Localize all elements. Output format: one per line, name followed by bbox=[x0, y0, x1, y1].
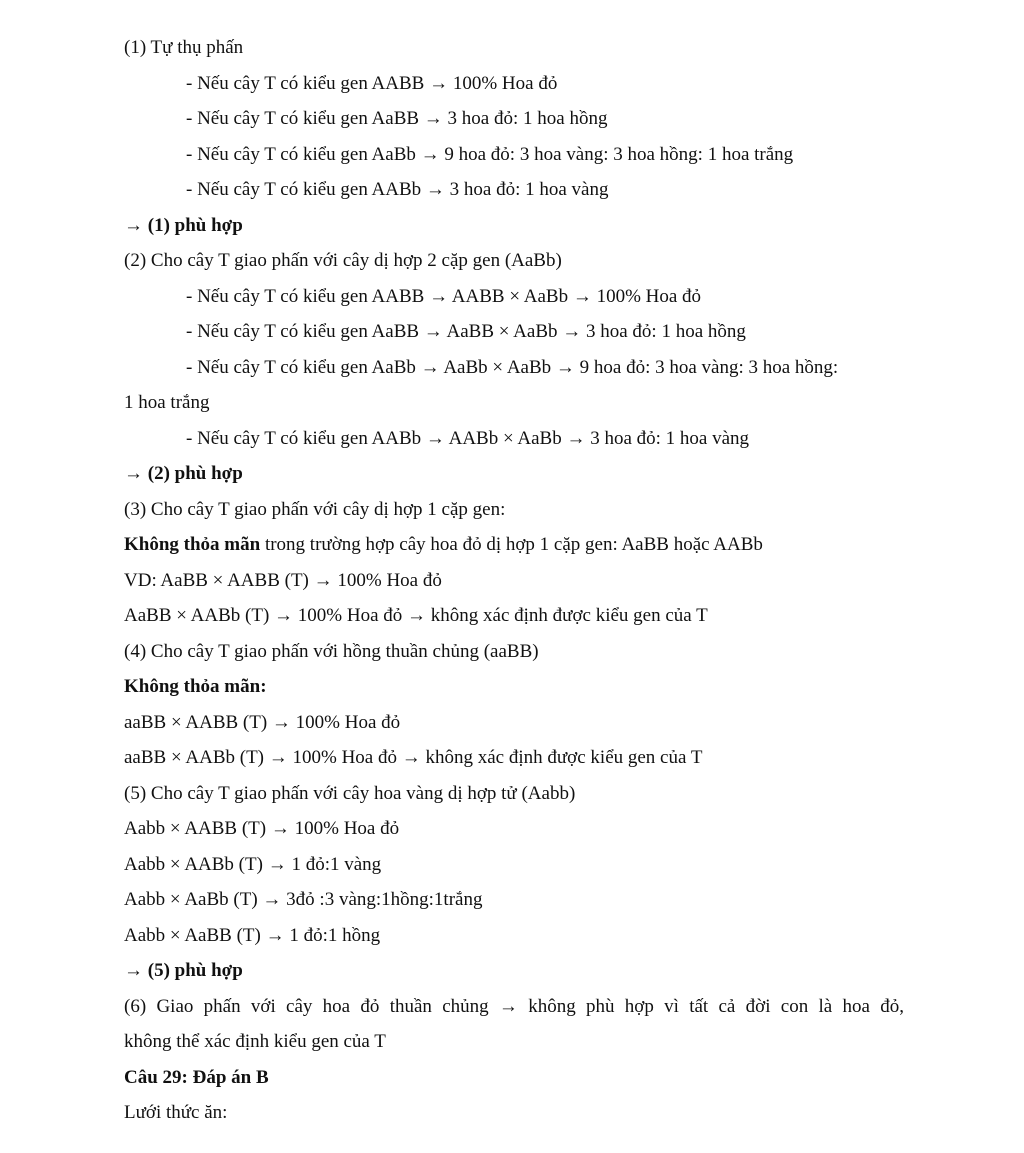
case-aabb-het-b-selfing: - Nếu cây T có kiểu gen AABb → 3 hoa đỏ: 1 hoa vàng bbox=[186, 179, 609, 200]
case-aabb-dihybrid-selfing: - Nếu cây T có kiểu gen AaBb → 9 hoa đỏ: 3 hoa vàng: 3 hoa hồng: 1 hoa trắng bbox=[186, 143, 794, 165]
section-1-conclusion: → (1) phù hợp bbox=[124, 214, 243, 236]
question-29-answer: Câu 29: Đáp án B bbox=[124, 1066, 269, 1088]
document-page bbox=[124, 30, 904, 1131]
section-5-cross-2: Aabb × AABb (T) → 1 đỏ:1 vàng bbox=[124, 853, 382, 875]
section-3-verdict bbox=[124, 527, 904, 563]
section-3-heading: (3) Cho cây T giao phấn với cây dị hợp 1 cặp gen: bbox=[124, 498, 506, 520]
section-4-heading: (4) Cho cây T giao phấn với hồng thuần chủng (aaBB) bbox=[124, 640, 539, 662]
section-5-conclusion: → (5) phù hợp bbox=[124, 960, 243, 981]
section-6-text-continued: không thể xác định kiểu gen của T bbox=[124, 1031, 386, 1052]
section-6-text: (6) Giao phấn với cây hoa đỏ thuần chủng → không phù hợp vì tất cả đời con là hoa đỏ, bbox=[124, 995, 904, 1017]
case-dihybrid-cross-dihybrid-continued: 1 hoa trắng bbox=[124, 392, 210, 413]
section-3-example-2: AaBB × AABb (T) → 100% Hoa đỏ → không xác định được kiểu gen của T bbox=[124, 605, 708, 626]
case-aabb-het-a-selfing: - Nếu cây T có kiểu gen AaBB → 3 hoa đỏ: 1 hoa hồng bbox=[186, 108, 608, 129]
section-5-cross-4: Aabb × AaBB (T) → 1 đỏ:1 hồng bbox=[124, 924, 381, 946]
case-aabb-selfing: - Nếu cây T có kiểu gen AABB → 100% Hoa đỏ bbox=[186, 72, 558, 94]
section-4-example-2: aaBB × AABb (T) → 100% Hoa đỏ → không xác định được kiểu gen của T bbox=[124, 747, 703, 768]
section-5-cross-1: Aabb × AABB (T) → 100% Hoa đỏ bbox=[124, 818, 400, 839]
case-dihybrid-cross-dihybrid: - Nếu cây T có kiểu gen AaBb → AaBb × AaBb → 9 hoa đỏ: 3 hoa vàng: 3 hoa hồng: bbox=[186, 356, 839, 378]
section-5-heading: (5) Cho cây T giao phấn với cây hoa vàng dị hợp tử (Aabb) bbox=[124, 782, 576, 804]
section-2-heading: (2) Cho cây T giao phấn với cây dị hợp 2 cặp gen (AaBb) bbox=[124, 250, 562, 271]
section-5-cross-3: Aabb × AaBb (T) → 3đỏ :3 vàng:1hồng:1trắng bbox=[124, 889, 483, 910]
case-aabb-het-a-cross-dihybrid: - Nếu cây T có kiểu gen AaBB → AaBB × AaBb → 3 hoa đỏ: 1 hoa hồng bbox=[186, 321, 746, 342]
section-3-example-1: VD: AaBB × AABB (T) → 100% Hoa đỏ bbox=[124, 569, 442, 591]
case-aabb-cross-dihybrid: - Nếu cây T có kiểu gen AABB → AABB × AaBb → 100% Hoa đỏ bbox=[186, 285, 702, 307]
section-3-verdict-bold: Không thỏa mãn bbox=[124, 534, 261, 555]
section-4-example-1: aaBB × AABB (T) → 100% Hoa đỏ bbox=[124, 711, 401, 733]
case-aabb-het-b-cross-dihybrid: - Nếu cây T có kiểu gen AABb → AABb × AaBb → 3 hoa đỏ: 1 hoa vàng bbox=[186, 427, 750, 449]
section-2-conclusion: → (2) phù hợp bbox=[124, 463, 243, 484]
section-3-verdict-rest: trong trường hợp cây hoa đỏ dị hợp 1 cặp gen: AaBB hoặc AABb bbox=[260, 534, 763, 555]
food-web-label: Lưới thức ăn: bbox=[124, 1102, 228, 1123]
section-1-heading: (1) Tự thụ phấn bbox=[124, 37, 244, 58]
section-4-verdict: Không thỏa mãn: bbox=[124, 676, 267, 697]
